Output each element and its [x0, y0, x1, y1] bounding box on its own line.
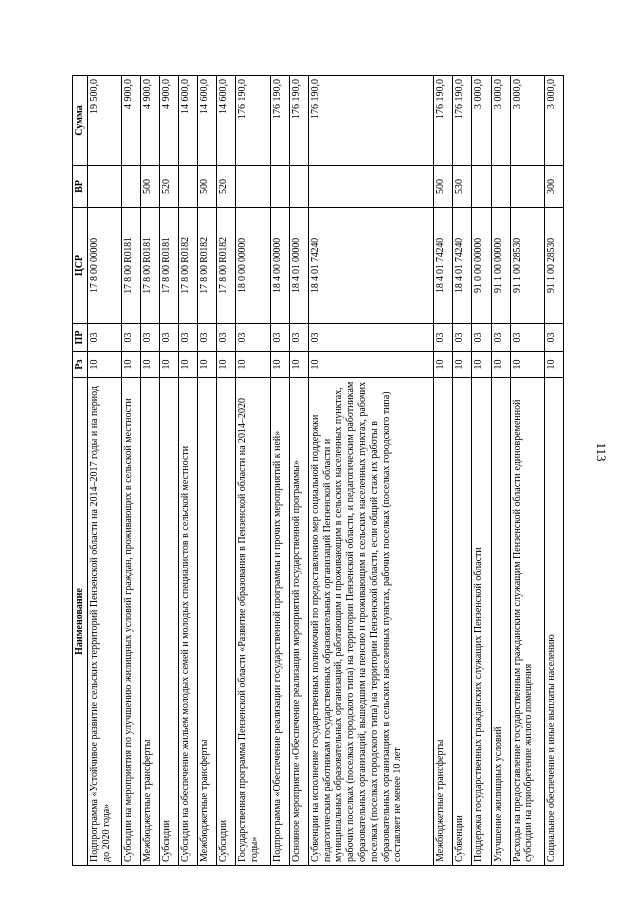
row-csr: 18 0 00 00000 [236, 208, 270, 324]
table-row [491, 76, 510, 866]
row-rz: 10 [510, 352, 544, 378]
table-row [472, 76, 491, 866]
row-sum: 176 190,0 [289, 76, 308, 166]
row-sum: 19 500,0 [87, 76, 121, 166]
row-pr: 03 [160, 324, 179, 352]
row-sum: 4 900,0 [160, 76, 179, 166]
row-csr: 91 1 00 28530 [510, 208, 544, 324]
row-csr: 18 4 01 74240 [308, 208, 433, 324]
row-name: Поддержка государственных гражданских служащих Пензенской области [472, 378, 491, 866]
row-name: Социальное обеспечение и иные выплаты населению [544, 378, 563, 866]
row-rz: 10 [270, 352, 289, 378]
row-pr: 03 [453, 324, 472, 352]
table-row [510, 76, 544, 866]
row-sum: 14 600,0 [198, 76, 217, 166]
row-vr [87, 166, 121, 208]
header-vr: ВР [73, 166, 88, 208]
row-sum: 176 190,0 [434, 76, 453, 166]
row-pr: 03 [217, 324, 236, 352]
row-rz: 10 [198, 352, 217, 378]
row-pr: 03 [510, 324, 544, 352]
row-name: Субсидии на мероприятия по улучшению жилищных условий граждан, проживающих в сельской местности [122, 378, 141, 866]
row-pr: 03 [544, 324, 563, 352]
row-pr: 03 [308, 324, 433, 352]
row-pr: 03 [141, 324, 160, 352]
table-header-row [73, 76, 88, 866]
row-pr: 03 [289, 324, 308, 352]
row-rz: 10 [217, 352, 236, 378]
row-sum: 176 190,0 [308, 76, 433, 166]
row-vr [122, 166, 141, 208]
row-name: Субвенции [453, 378, 472, 866]
table-row [141, 76, 160, 866]
row-vr [179, 166, 198, 208]
row-csr: 17 8 00 R0182 [198, 208, 217, 324]
row-rz: 10 [179, 352, 198, 378]
header-pr: ПР [73, 324, 88, 352]
rotated-table-container [72, 76, 564, 866]
row-rz: 10 [491, 352, 510, 378]
row-csr: 18 4 01 74240 [434, 208, 453, 324]
row-vr: 520 [160, 166, 179, 208]
table-row [434, 76, 453, 866]
row-csr: 91 1 00 28530 [544, 208, 563, 324]
row-csr: 17 8 00 R0182 [217, 208, 236, 324]
row-vr [308, 166, 433, 208]
table-row [87, 76, 121, 866]
row-vr [236, 166, 270, 208]
row-name: Улучшение жилищных условий [491, 378, 510, 866]
table-row [544, 76, 563, 866]
row-vr: 500 [434, 166, 453, 208]
header-rz: Рз [73, 352, 88, 378]
row-vr: 500 [141, 166, 160, 208]
row-csr: 18 4 00 00000 [270, 208, 289, 324]
row-rz: 10 [160, 352, 179, 378]
row-name: Расходы на предоставление государственным гражданским служащим Пензенской области единовременной субсидии на приобретение жилого помещения [510, 378, 544, 866]
row-rz: 10 [87, 352, 121, 378]
row-pr: 03 [434, 324, 453, 352]
row-rz: 10 [289, 352, 308, 378]
row-csr: 91 0 00 00000 [472, 208, 491, 324]
row-csr: 17 8 00 R0181 [122, 208, 141, 324]
table-row [122, 76, 141, 866]
row-sum: 176 190,0 [236, 76, 270, 166]
row-name: Субсидии [217, 378, 236, 866]
row-vr [289, 166, 308, 208]
table-row [179, 76, 198, 866]
row-name: Межбюджетные трансферты [141, 378, 160, 866]
row-rz: 10 [308, 352, 433, 378]
row-rz: 10 [141, 352, 160, 378]
table-row [308, 76, 433, 866]
table-row [453, 76, 472, 866]
row-vr [510, 166, 544, 208]
row-sum: 3 000,0 [491, 76, 510, 166]
row-pr: 03 [491, 324, 510, 352]
row-rz: 10 [544, 352, 563, 378]
row-vr [270, 166, 289, 208]
row-name: Субвенции на исполнение государственных полномочий по предоставлению мер социальной поддержки педагогическим работникам государственных образовательных организаций Пензенской области и муниципальных образовательных организаций, работающим и проживающим в сельских населенных пунктах, рабочих поселках (поселках городского типа) на территории Пензенской области, и педагогическим работникам образовательных организаций, вышедшим на пенсию и проживающим в сельских населенных пунктах, рабочих поселках (поселках городского типа) на территории Пензенской области, если общий стаж их работы в образовательных организациях в сельских населенных пунктах, рабочих поселках (поселках городского типа) составляет не менее 10 лет [308, 378, 433, 866]
row-csr: 18 4 01 74240 [453, 208, 472, 324]
row-name: Подпрограмма «Устойчивое развитие сельских территорий Пензенской области на 2014–2017 годы и на период до 2020 года» [87, 378, 121, 866]
budget-table [72, 75, 564, 866]
row-sum: 4 900,0 [122, 76, 141, 166]
row-sum: 4 900,0 [141, 76, 160, 166]
row-name: Субсидии на обеспечение жильем молодых семей и молодых специалистов в сельской местности [179, 378, 198, 866]
row-csr: 18 4 01 00000 [289, 208, 308, 324]
row-name: Подпрограмма «Обеспечение реализации государственной программы и прочих мероприятий к ней» [270, 378, 289, 866]
table-row [160, 76, 179, 866]
header-sum: Сумма [73, 76, 88, 166]
row-rz: 10 [434, 352, 453, 378]
row-sum: 3 000,0 [544, 76, 563, 166]
row-sum: 3 000,0 [472, 76, 491, 166]
row-rz: 10 [236, 352, 270, 378]
row-sum: 176 190,0 [453, 76, 472, 166]
row-vr [491, 166, 510, 208]
row-sum: 3 000,0 [510, 76, 544, 166]
row-pr: 03 [198, 324, 217, 352]
row-pr: 03 [179, 324, 198, 352]
row-rz: 10 [122, 352, 141, 378]
row-rz: 10 [472, 352, 491, 378]
row-name: Межбюджетные трансферты [198, 378, 217, 866]
row-name: Межбюджетные трансферты [434, 378, 453, 866]
row-name: Основное мероприятие «Обеспечение реализации мероприятий государственной программы» [289, 378, 308, 866]
header-csr: ЦСР [73, 208, 88, 324]
header-name: Наименование [73, 378, 88, 866]
table-row [289, 76, 308, 866]
row-csr: 17 8 00 R0182 [179, 208, 198, 324]
row-csr: 17 8 00 R0181 [160, 208, 179, 324]
row-sum: 14 600,0 [179, 76, 198, 166]
table-row [236, 76, 270, 866]
row-name: Субсидии [160, 378, 179, 866]
row-csr: 91 1 00 00000 [491, 208, 510, 324]
row-sum: 14 600,0 [217, 76, 236, 166]
table-row [217, 76, 236, 866]
row-vr: 520 [217, 166, 236, 208]
row-pr: 03 [472, 324, 491, 352]
row-vr: 300 [544, 166, 563, 208]
page-number: 113 [594, 442, 609, 462]
row-vr: 530 [453, 166, 472, 208]
row-vr [472, 166, 491, 208]
row-name: Государственная программа Пензенской области «Развитие образования в Пензенской области на 2014–2020 годы» [236, 378, 270, 866]
row-csr: 17 8 00 R0181 [141, 208, 160, 324]
row-rz: 10 [453, 352, 472, 378]
row-sum: 176 190,0 [270, 76, 289, 166]
table-row [270, 76, 289, 866]
row-csr: 17 8 00 00000 [87, 208, 121, 324]
row-pr: 03 [122, 324, 141, 352]
row-pr: 03 [236, 324, 270, 352]
table-row [198, 76, 217, 866]
row-vr: 500 [198, 166, 217, 208]
row-pr: 03 [270, 324, 289, 352]
row-pr: 03 [87, 324, 121, 352]
